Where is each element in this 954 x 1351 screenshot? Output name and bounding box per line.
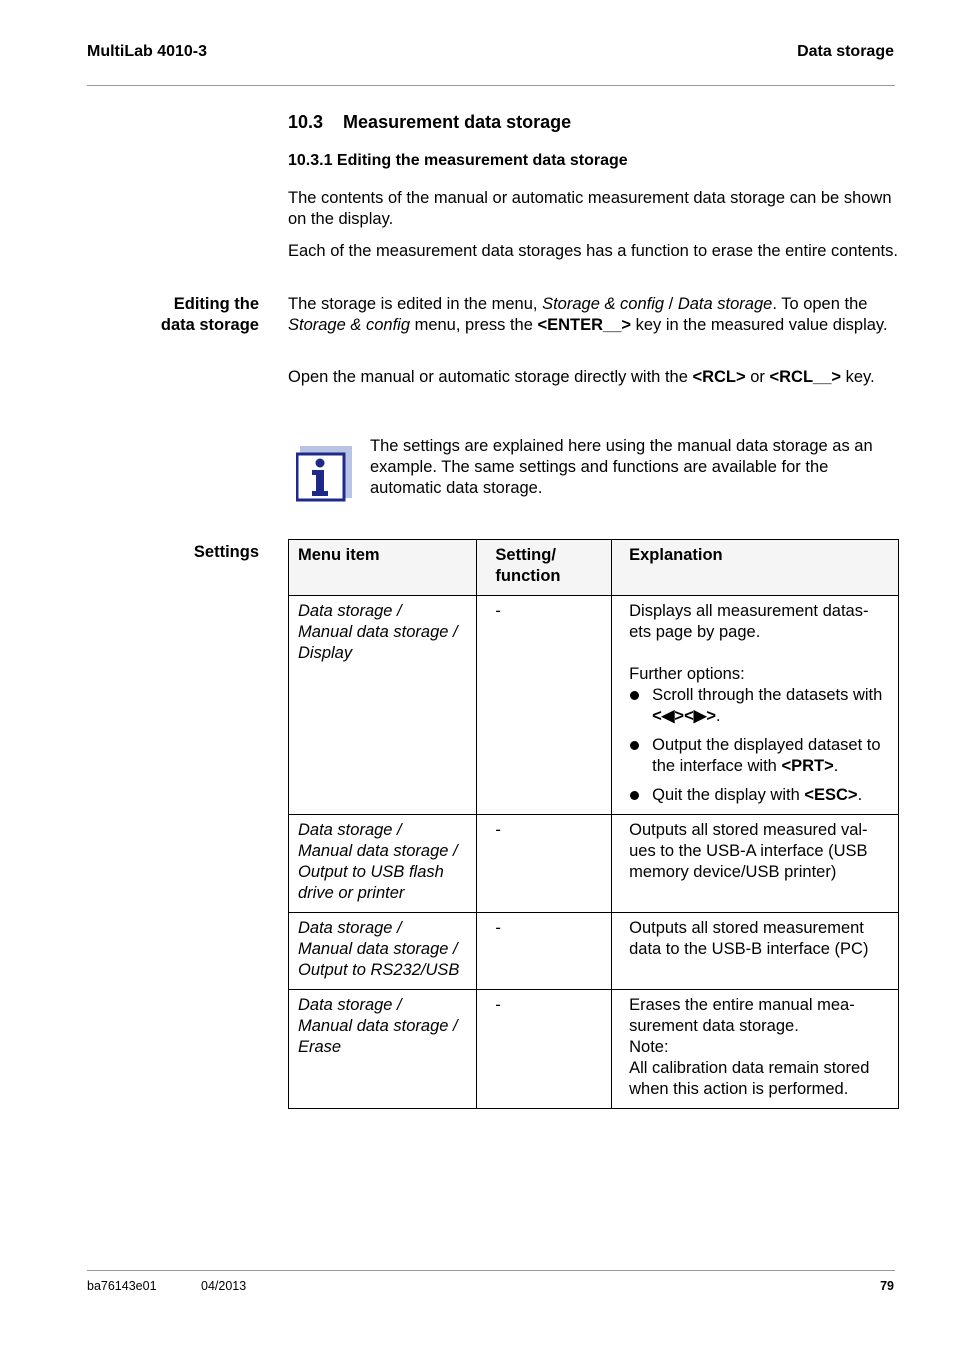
info-text: The settings are explained here using the manual data storage as an example. The same settings and functions are available for the automatic data storage. [370, 437, 873, 497]
list-item [629, 785, 888, 806]
text: . To open the [772, 295, 868, 313]
table-row [289, 990, 899, 1109]
key-name: <RCL__> [769, 368, 842, 386]
header-section: Data storage [797, 43, 894, 60]
table-row [289, 913, 899, 990]
menu-name: Data storage [677, 295, 773, 313]
text: Output the displayed dataset to the interface with [652, 736, 881, 775]
side-label-settings: Settings [193, 543, 259, 561]
menu-path: Manual data storage / [298, 623, 458, 641]
menu-path: Erase [298, 1038, 342, 1056]
setting-cell: - [477, 990, 612, 1109]
note-text: All calibration data remain stored when this action is performed. [629, 1059, 870, 1098]
footer-rule [87, 1270, 895, 1271]
intro-paragraph-2: Each of the measurement data storages has a function to erase the entire contents. [288, 242, 898, 260]
table-header-row [289, 540, 899, 596]
side-label-editing [90, 294, 259, 336]
menu-path: Manual data storage / [298, 940, 458, 958]
header-rule [87, 85, 895, 86]
header-product: MultiLab 4010-3 [87, 43, 208, 60]
setting-cell: - [477, 596, 612, 815]
menu-path: Data storage / [298, 996, 402, 1014]
text: key in the measured value display. [631, 316, 888, 334]
menu-path: Data storage / [298, 919, 402, 937]
info-icon [296, 446, 352, 502]
bullet-icon [630, 791, 639, 800]
text: menu, press the [410, 316, 538, 334]
column-header-menu-item: Menu item [289, 540, 477, 596]
key-name: <◀><▶> [652, 707, 717, 725]
text: The storage is edited in the menu, [288, 295, 543, 313]
options-list [629, 685, 888, 806]
footer-doc-id: ba76143e01 [87, 1279, 157, 1293]
text: . [857, 786, 863, 804]
spacer [629, 643, 888, 664]
table-row [289, 596, 899, 815]
explanation-cell [612, 990, 899, 1109]
menu-path: Output to USB flash drive or printer [298, 863, 444, 902]
column-header-setting: Setting/ function [477, 540, 612, 596]
footer-page-number: 79 [880, 1279, 894, 1293]
section-number: 10.3 [288, 112, 324, 132]
explanation-cell [612, 596, 899, 815]
menu-item-cell [289, 815, 477, 913]
table-row [289, 815, 899, 913]
editing-paragraph-2 [288, 367, 898, 388]
menu-path: Manual data storage / [298, 1017, 458, 1035]
menu-item-cell [289, 990, 477, 1109]
key-name: <RCL> [692, 368, 746, 386]
text: key. [841, 368, 875, 386]
menu-item-cell [289, 596, 477, 815]
explanation-text: Erases the entire manual mea-surement data storage. [629, 996, 855, 1035]
bullet-icon [630, 691, 639, 700]
text: Scroll through the datasets with [652, 686, 883, 704]
editing-paragraph-1 [288, 294, 898, 336]
bullet-icon [630, 741, 639, 750]
list-item [629, 735, 888, 777]
list-item [629, 685, 888, 727]
key-name: <ESC> [804, 786, 858, 804]
side-label-editing-line-1: Editing the [173, 295, 259, 313]
text: Quit the display with [652, 786, 805, 804]
menu-name: Storage & config [288, 316, 410, 334]
explanation-cell: Outputs all stored measurement data to the USB-B interface (PC) [612, 913, 899, 990]
text: . [833, 757, 839, 775]
text: or [745, 368, 770, 386]
menu-item-cell [289, 913, 477, 990]
key-name: <PRT> [781, 757, 834, 775]
section-heading [288, 112, 571, 133]
menu-path: Output to RS232/USB [298, 961, 460, 979]
subsection-heading: 10.3.1 Editing the measurement data storage [288, 152, 628, 169]
menu-path: Data storage / [298, 821, 402, 839]
explanation-text: Displays all measurement datas-ets page by page. [629, 602, 869, 641]
intro-paragraph-1: The contents of the manual or automatic measurement data storage can be shown on the display. [288, 189, 892, 228]
column-header-explanation: Explanation [612, 540, 899, 596]
side-label-editing-line-2: data storage [160, 316, 259, 334]
text: . [716, 707, 721, 725]
footer-date: 04/2013 [201, 1279, 247, 1293]
settings-table [288, 539, 899, 1109]
note-label: Note: [629, 1038, 669, 1056]
menu-name: Storage & config [542, 295, 665, 313]
setting-cell: - [477, 815, 612, 913]
setting-cell: - [477, 913, 612, 990]
menu-path: Manual data storage / [298, 842, 458, 860]
menu-path: Data storage / [298, 602, 402, 620]
text: / [664, 295, 678, 313]
explanation-cell: Outputs all stored measured val-ues to the USB-A interface (USB memory device/USB printer) [612, 815, 899, 913]
section-title: Measurement data storage [343, 112, 572, 132]
text: Open the manual or automatic storage directly with the [288, 368, 693, 386]
menu-path: Display [298, 644, 353, 662]
key-name: <ENTER__> [537, 316, 632, 334]
further-options-label: Further options: [629, 665, 745, 683]
